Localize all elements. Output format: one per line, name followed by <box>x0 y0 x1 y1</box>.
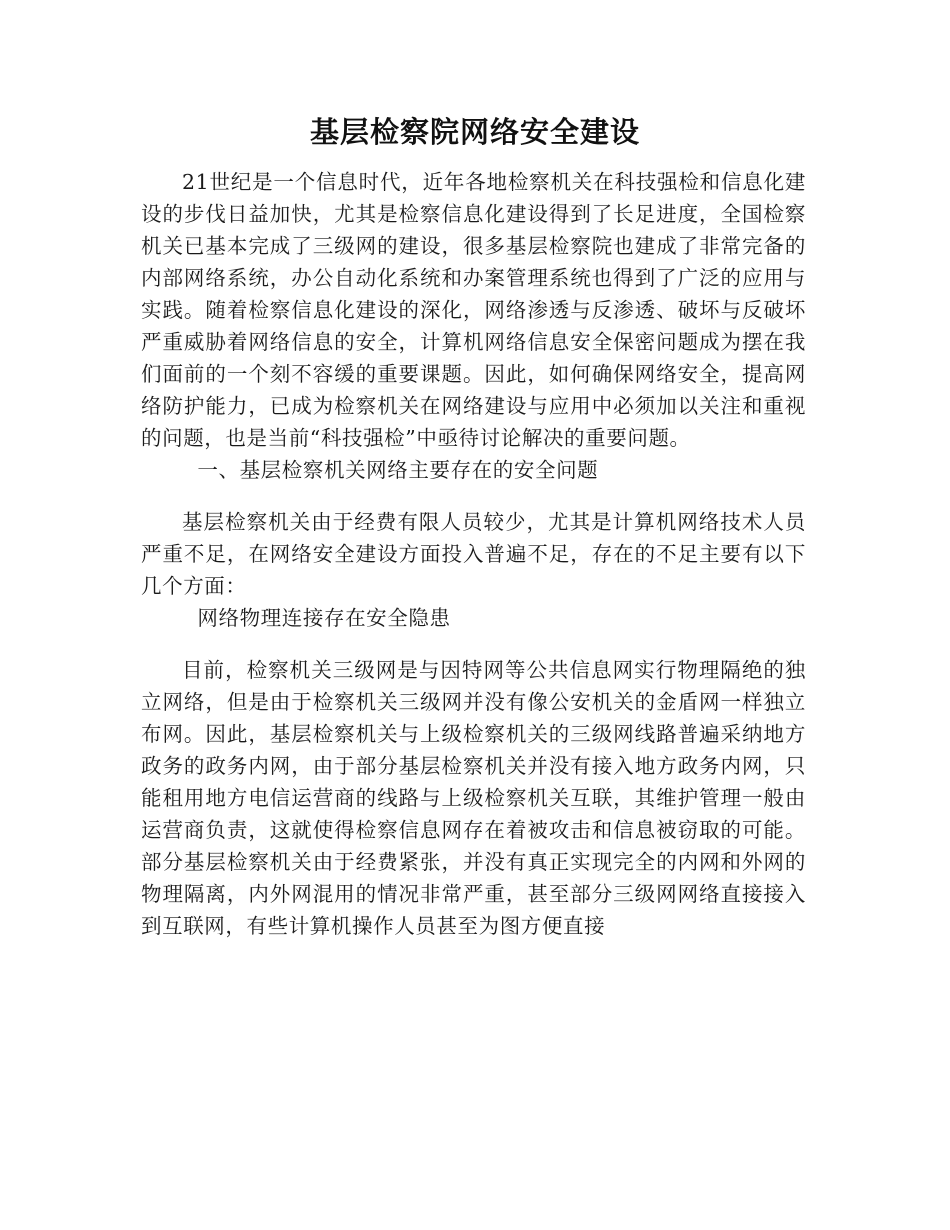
document-title: 基层检察院网络安全建设 <box>309 115 640 149</box>
section-heading: 一、基层检察机关网络主要存在的安全问题 <box>197 458 599 482</box>
section-paragraph: 基层检察机关由于经费有限人员较少，尤其是计算机网络技术人员严重不足，在网络安全建设方面投入普遍不足，存在的不足主要有以下几个方面： <box>141 510 806 598</box>
subsection-heading: 网络物理连接存在安全隐患 <box>197 606 451 630</box>
document-body <box>141 166 806 942</box>
subsection-paragraph: 目前，检察机关三级网是与因特网等公共信息网实行物理隔绝的独立网络，但是由于检察机关三级网并没有像公安机关的金盾网一样独立布网。因此，基层检察机关与上级检察机关的三级网线路普遍采纳地方政务的政务内网，由于部分基层检察机关并没有接入地方政务内网，只能租用地方电信运营商的线路与上级检察机关互联，其维护管理一般由运营商负责，这就使得检察信息网存在着被攻击和信息被窃取的可能。 部分基层检察机关由于经费紧张，并没有真正实现完全的内网和外网的物理隔离，内外网混用的情况非常严重，甚至部分三级网网络直接接入到互联网，有些计算机操作人员甚至为图方便直接 <box>141 658 806 938</box>
intro-paragraph: 21世纪是一个信息时代，近年各地检察机关在科技强检和信息化建设的步伐日益加快，尤其是检察信息化建设得到了长足进度，全国检察机关已基本完成了三级网的建设，很多基层检察院也建成了非常完备的内部网络系统，办公自动化系统和办案管理系统也得到了广泛的应用与实践。随着检察信息化建设的深化，网络渗透与反渗透、破坏与反破坏严重威胁着网络信息的安全，计算机网络信息安全保密问题成为摆在我们面前的一个刻不容缓的重要课题。因此，如何确保网络安全，提高网络防护能力，已成为检察机关在网络建设与应用中必须加以关注和重视的问题，也是当前“科技强检”中亟待讨论解决的重要问题。 <box>141 170 806 450</box>
